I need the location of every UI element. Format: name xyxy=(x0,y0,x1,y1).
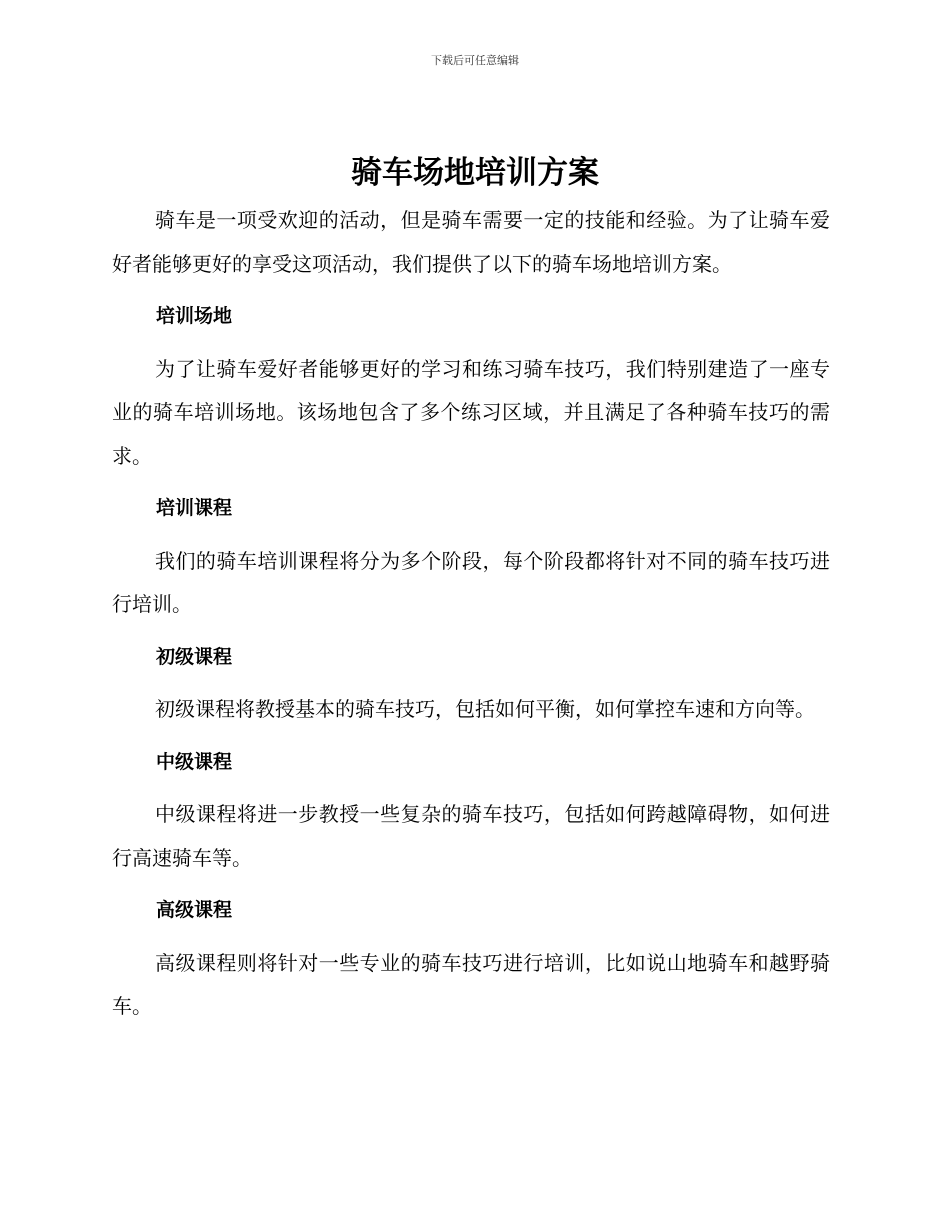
header-note: 下载后可任意编辑 xyxy=(431,54,519,67)
section-heading-intermediate: 中级课程 xyxy=(156,750,233,773)
section-heading-venue: 培训场地 xyxy=(156,305,233,327)
document-title: 骑车场地培训方案 xyxy=(351,155,599,191)
section-body-advanced: 高级课程则将针对一些专业的骑车技巧进行培训，比如说山地骑车和越野骑车。 xyxy=(112,950,830,1018)
section-body-beginner: 初级课程将教授基本的骑车技巧，包括如何平衡，如何掌控车速和方向等。 xyxy=(155,697,815,721)
section-heading-courses: 培训课程 xyxy=(156,497,233,519)
section-body-courses: 我们的骑车培训课程将分为多个阶段，每个阶段都将针对不同的骑车技巧进行培训。 xyxy=(112,548,830,616)
section-body-intermediate: 中级课程将进一步教授一些复杂的骑车技巧，包括如何跨越障碍物，如何进行高速骑车等。 xyxy=(112,802,830,870)
document-body xyxy=(112,199,830,1029)
section-body-venue: 为了让骑车爱好者能够更好的学习和练习骑车技巧，我们特别建造了一座专业的骑车培训场地。该场地包含了多个练习区域，并且满足了各种骑车技巧的需求。 xyxy=(112,356,830,468)
section-heading-beginner: 初级课程 xyxy=(156,645,233,668)
intro-paragraph: 骑车是一项受欢迎的活动，但是骑车需要一定的技能和经验。为了让骑车爱好者能够更好的享受这项活动，我们提供了以下的骑车场地培训方案。 xyxy=(112,208,830,276)
section-heading-advanced: 高级课程 xyxy=(156,899,233,921)
